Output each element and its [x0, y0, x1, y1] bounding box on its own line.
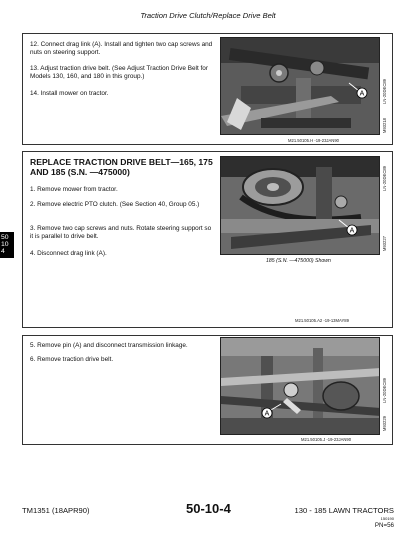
callout-a: A — [264, 410, 270, 418]
photo-transmission-linkage — [220, 337, 380, 435]
footer-page-number: 50-10-4 — [186, 501, 231, 516]
side-code: M93229 — [382, 416, 387, 432]
figure-caption: 185 (S.N. —475000) Shown — [266, 258, 331, 264]
figure-code: M21.50105.A2 -19-13MAY89 — [295, 318, 349, 323]
side-code: LN-20DEC89 — [382, 79, 387, 104]
section-install — [22, 33, 393, 145]
step-14: 14. Install mower on tractor. — [30, 90, 109, 97]
section-heading: REPLACE TRACTION DRIVE BELT—165, 175 AND 185 (S.N. —475000) — [30, 157, 213, 177]
step-12: 12. Connect drag link (A). Install and tighten two cap screws and nuts on steering support. — [30, 41, 213, 57]
footer-date-code: 150190 — [380, 516, 394, 521]
step-1: 1. Remove mower from tractor. — [30, 186, 118, 193]
tab-line: 10 — [1, 241, 9, 248]
step-6: 6. Remove traction drive belt. — [30, 356, 114, 363]
footer-pn: PN=56 — [374, 522, 394, 529]
side-code: LN-20DEC89 — [382, 166, 387, 191]
step-13: 13. Adjust traction drive belt. (See Adjust Traction Drive Belt for Models 130, 160, and 180 in this group.) — [30, 65, 208, 81]
photo-drive-belt — [220, 156, 380, 255]
side-code: M93218 — [382, 118, 387, 134]
step-3: 3. Remove two cap screws and nuts. Rotate steering support so it is parallel to drive belt. — [30, 225, 212, 241]
step-5: 5. Remove pin (A) and disconnect transmission linkage. — [30, 342, 188, 349]
figure-code: M21.50105.H -19-23JAN90 — [288, 138, 339, 143]
photo-drag-link — [220, 37, 380, 135]
tab-line: 4 — [1, 248, 5, 255]
figure-code: M21.50105.J -19-23JAN90 — [301, 437, 352, 442]
section-tab — [0, 232, 14, 258]
callout-a: A — [359, 90, 365, 98]
callout-a: A — [349, 227, 355, 235]
page-header: Traction Drive Clutch/Replace Drive Belt — [140, 11, 276, 20]
section-transmission — [22, 335, 393, 445]
step-2: 2. Remove electric PTO clutch. (See Section 40, Group 05.) — [30, 201, 200, 208]
side-code: M93227 — [382, 236, 387, 252]
step-4: 4. Disconnect drag link (A). — [30, 250, 107, 257]
section-replace-belt — [22, 151, 393, 328]
footer-manual-id: TM1351 (18APR90) — [22, 506, 90, 515]
side-code: LN-20DEC89 — [382, 378, 387, 403]
footer-product-line: 130 - 185 LAWN TRACTORS — [294, 506, 394, 515]
tab-line: 50 — [1, 234, 9, 241]
